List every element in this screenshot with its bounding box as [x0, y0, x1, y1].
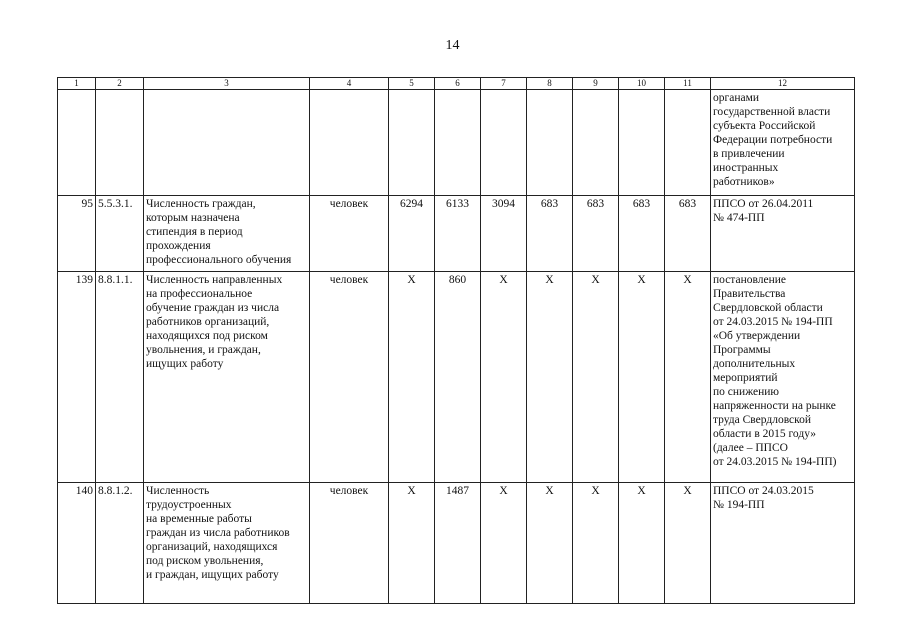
row-value: 6294	[389, 196, 435, 272]
row-value: X	[527, 483, 573, 604]
row-basis: постановление Правительства Свердловской области от 24.03.2015 № 194-ПП «Об утверждении Программы дополнительных мероприятий по снижению напряженности на рынке труда Свердловской области в 2015 году» (далее – ППСО от 24.03.2015 № 194-ПП)	[711, 272, 855, 483]
table-row	[58, 90, 855, 196]
row-indicator	[144, 90, 310, 196]
column-number: 1	[58, 78, 96, 90]
column-number: 7	[481, 78, 527, 90]
row-value	[481, 90, 527, 196]
row-value: 1487	[435, 483, 481, 604]
column-number: 10	[619, 78, 665, 90]
row-unit: человек	[310, 196, 389, 272]
row-indicator: Численность направленных на профессиональное обучение граждан из числа работников организаций, находящихся под риском увольнения, и граждан, ищущих работу	[144, 272, 310, 483]
row-value: X	[665, 272, 711, 483]
column-number-row	[58, 78, 855, 90]
row-indicator: Численность трудоустроенных на временные работы граждан из числа работников организаций, находящихся под риском увольнения, и граждан, ищущих работу	[144, 483, 310, 604]
row-number	[58, 90, 96, 196]
column-number: 12	[711, 78, 855, 90]
row-value	[665, 90, 711, 196]
row-basis: ППСО от 24.03.2015 № 194-ПП	[711, 483, 855, 604]
row-value: 683	[619, 196, 665, 272]
row-value	[527, 90, 573, 196]
row-basis: ППСО от 26.04.2011 № 474-ПП	[711, 196, 855, 272]
column-number: 5	[389, 78, 435, 90]
row-code: 8.8.1.1.	[96, 272, 144, 483]
row-value: X	[619, 483, 665, 604]
column-number: 4	[310, 78, 389, 90]
row-value: X	[527, 272, 573, 483]
row-value: 6133	[435, 196, 481, 272]
row-value: X	[481, 483, 527, 604]
page-number: 14	[445, 38, 460, 53]
row-value: 860	[435, 272, 481, 483]
row-basis: органами государственной власти субъекта Российской Федерации потребности в привлечении иностранных работников»	[711, 90, 855, 196]
row-number: 95	[58, 196, 96, 272]
column-number: 2	[96, 78, 144, 90]
row-value: X	[389, 272, 435, 483]
table-row	[58, 272, 855, 483]
column-number: 11	[665, 78, 711, 90]
row-value	[573, 90, 619, 196]
row-value	[389, 90, 435, 196]
row-value: 683	[665, 196, 711, 272]
row-value: X	[389, 483, 435, 604]
row-value: 683	[573, 196, 619, 272]
row-number: 139	[58, 272, 96, 483]
row-unit	[310, 90, 389, 196]
row-value: 3094	[481, 196, 527, 272]
column-number: 3	[144, 78, 310, 90]
row-code	[96, 90, 144, 196]
column-number: 6	[435, 78, 481, 90]
column-number: 9	[573, 78, 619, 90]
table-row	[58, 483, 855, 604]
row-value: X	[481, 272, 527, 483]
row-value: X	[573, 272, 619, 483]
table-row	[58, 196, 855, 272]
indicators-table	[57, 77, 855, 604]
row-number: 140	[58, 483, 96, 604]
row-indicator: Численность граждан, которым назначена стипендия в период прохождения профессионального обучения	[144, 196, 310, 272]
row-value: X	[573, 483, 619, 604]
row-value	[619, 90, 665, 196]
column-number: 8	[527, 78, 573, 90]
row-unit: человек	[310, 272, 389, 483]
row-code: 5.5.3.1.	[96, 196, 144, 272]
row-value: 683	[527, 196, 573, 272]
row-unit: человек	[310, 483, 389, 604]
row-code: 8.8.1.2.	[96, 483, 144, 604]
row-value: X	[619, 272, 665, 483]
row-value	[435, 90, 481, 196]
row-value: X	[665, 483, 711, 604]
